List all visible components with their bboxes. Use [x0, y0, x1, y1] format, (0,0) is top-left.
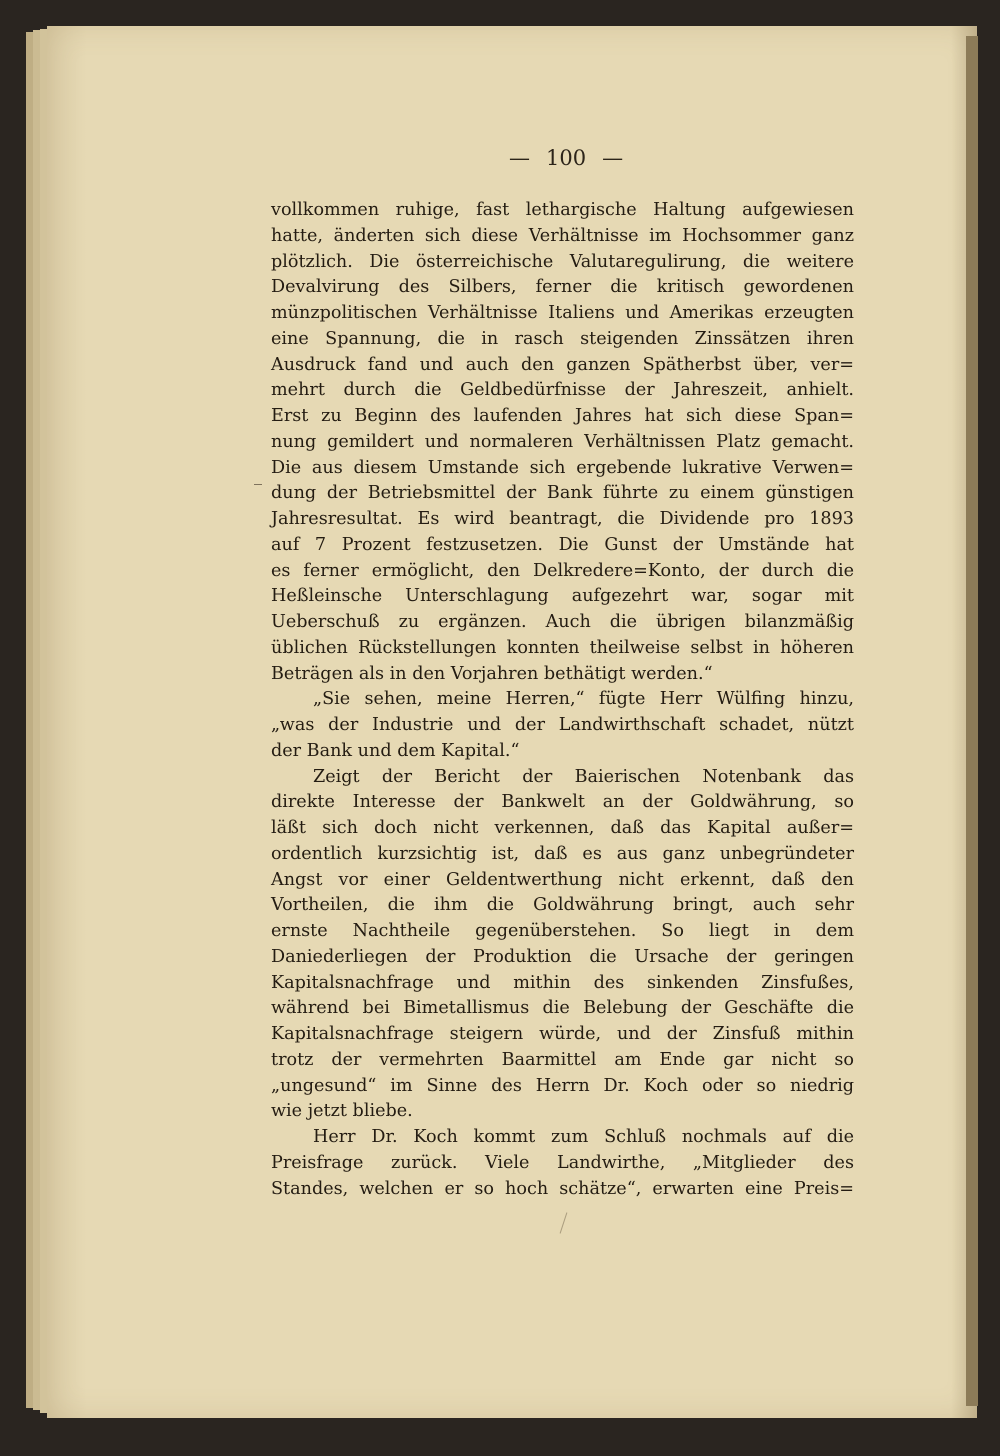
- margin-mark: [254, 484, 262, 485]
- text-line: Preisfrage zurück. Viele Landwirthe, „Mitglieder des: [271, 1152, 854, 1173]
- text-line: münzpolitischen Verhältnisse Italiens und Amerikas erzeugten: [271, 303, 854, 323]
- text-line: Daniederliegen der Produktion die Ursache der geringen: [271, 946, 854, 967]
- text-line: direkte Interesse der Bankwelt an der Goldwährung, so: [271, 792, 854, 813]
- text-line: Devalvirung des Silbers, ferner die kritisch gewordenen: [271, 277, 854, 298]
- body-text: [271, 198, 854, 1202]
- page-number: 100: [546, 146, 587, 170]
- text-line: Kapitalsnachfrage steigern würde, und der Zinsfuß mithin: [271, 1024, 854, 1044]
- text-line: während bei Bimetallismus die Belebung der Geschäfte die: [271, 998, 854, 1019]
- text-line: Herr Dr. Koch kommt zum Schluß nochmals auf die: [313, 1127, 854, 1147]
- text-line: hatte, änderten sich diese Verhältnisse im Hochsommer ganz: [271, 225, 854, 246]
- text-line: Zeigt der Bericht der Baierischen Notenbank das: [313, 766, 854, 787]
- text-line: trotz der vermehrten Baarmittel am Ende gar nicht so: [271, 1049, 854, 1070]
- text-line: ordentlich kurzsichtig ist, daß es aus ganz unbegründeter: [271, 843, 854, 864]
- text-line: „was der Industrie und der Landwirthschaft schadet, nützt: [271, 715, 854, 735]
- text-line: auf 7 Prozent festzusetzen. Die Gunst der Umstände hat: [271, 534, 854, 555]
- text-line: eine Spannung, die in rasch steigenden Zinssätzen ihren: [271, 328, 854, 349]
- text-line: Standes, welchen er so hoch schätze“, erwarten eine Preis=: [271, 1178, 854, 1199]
- text-line: dung der Betriebsmittel der Bank führte zu einem günstigen: [271, 483, 854, 504]
- text-line: Ausdruck fand und auch den ganzen Spätherbst über, ver=: [271, 354, 854, 375]
- text-line: üblichen Rückstellungen konnten theilweise selbst in höheren: [271, 637, 854, 658]
- text-line: es ferner ermöglicht, den Delkredere=Konto, der durch die: [271, 560, 854, 581]
- text-line: Beträgen als in den Vorjahren bethätigt werden.“: [271, 663, 713, 684]
- text-line: „ungesund“ im Sinne des Herrn Dr. Koch oder so niedrig: [271, 1075, 854, 1096]
- text-line: Erst zu Beginn des laufenden Jahres hat sich diese Span=: [271, 406, 854, 426]
- text-line: plötzlich. Die österreichische Valutaregulirung, die weitere: [271, 251, 854, 272]
- page-number-header: [493, 146, 633, 170]
- text-line: Heßleinsche Unterschlagung aufgezehrt war, sogar mit: [271, 586, 854, 607]
- text-line: Die aus diesem Umstande sich ergebende lukrative Verwen=: [271, 457, 854, 478]
- text-line: Angst vor einer Geldentwerthung nicht erkennt, daß den: [271, 869, 854, 890]
- gutter-shadow: [966, 36, 978, 1406]
- text-line: läßt sich doch nicht verkennen, daß das Kapital außer=: [271, 818, 854, 838]
- text-line: Vortheilen, die ihm die Goldwährung bringt, auch sehr: [271, 895, 854, 916]
- text-line: der Bank und dem Kapital.“: [271, 740, 520, 761]
- text-line: Ueberschuß zu ergänzen. Auch die übrigen bilanzmäßig: [271, 612, 854, 632]
- text-line: vollkommen ruhige, fast lethargische Haltung aufgewiesen: [271, 200, 854, 220]
- text-line: „Sie sehen, meine Herren,“ fügte Herr Wülfing hinzu,: [313, 689, 854, 710]
- header-dash-right: —: [602, 146, 624, 170]
- text-line: wie jetzt bliebe.: [271, 1101, 413, 1122]
- header-dash-left: —: [509, 146, 530, 170]
- text-line: mehrt durch die Geldbedürfnisse der Jahreszeit, anhielt.: [271, 380, 854, 401]
- text-line: Kapitalsnachfrage und mithin des sinkenden Zinsfußes,: [271, 972, 854, 993]
- text-line: ernste Nachtheile gegenüberstehen. So liegt in dem: [271, 921, 854, 941]
- text-line: Jahresresultat. Es wird beantragt, die Dividende pro 1893: [271, 509, 854, 529]
- text-line: nung gemildert und normaleren Verhältnissen Platz gemacht.: [271, 431, 854, 452]
